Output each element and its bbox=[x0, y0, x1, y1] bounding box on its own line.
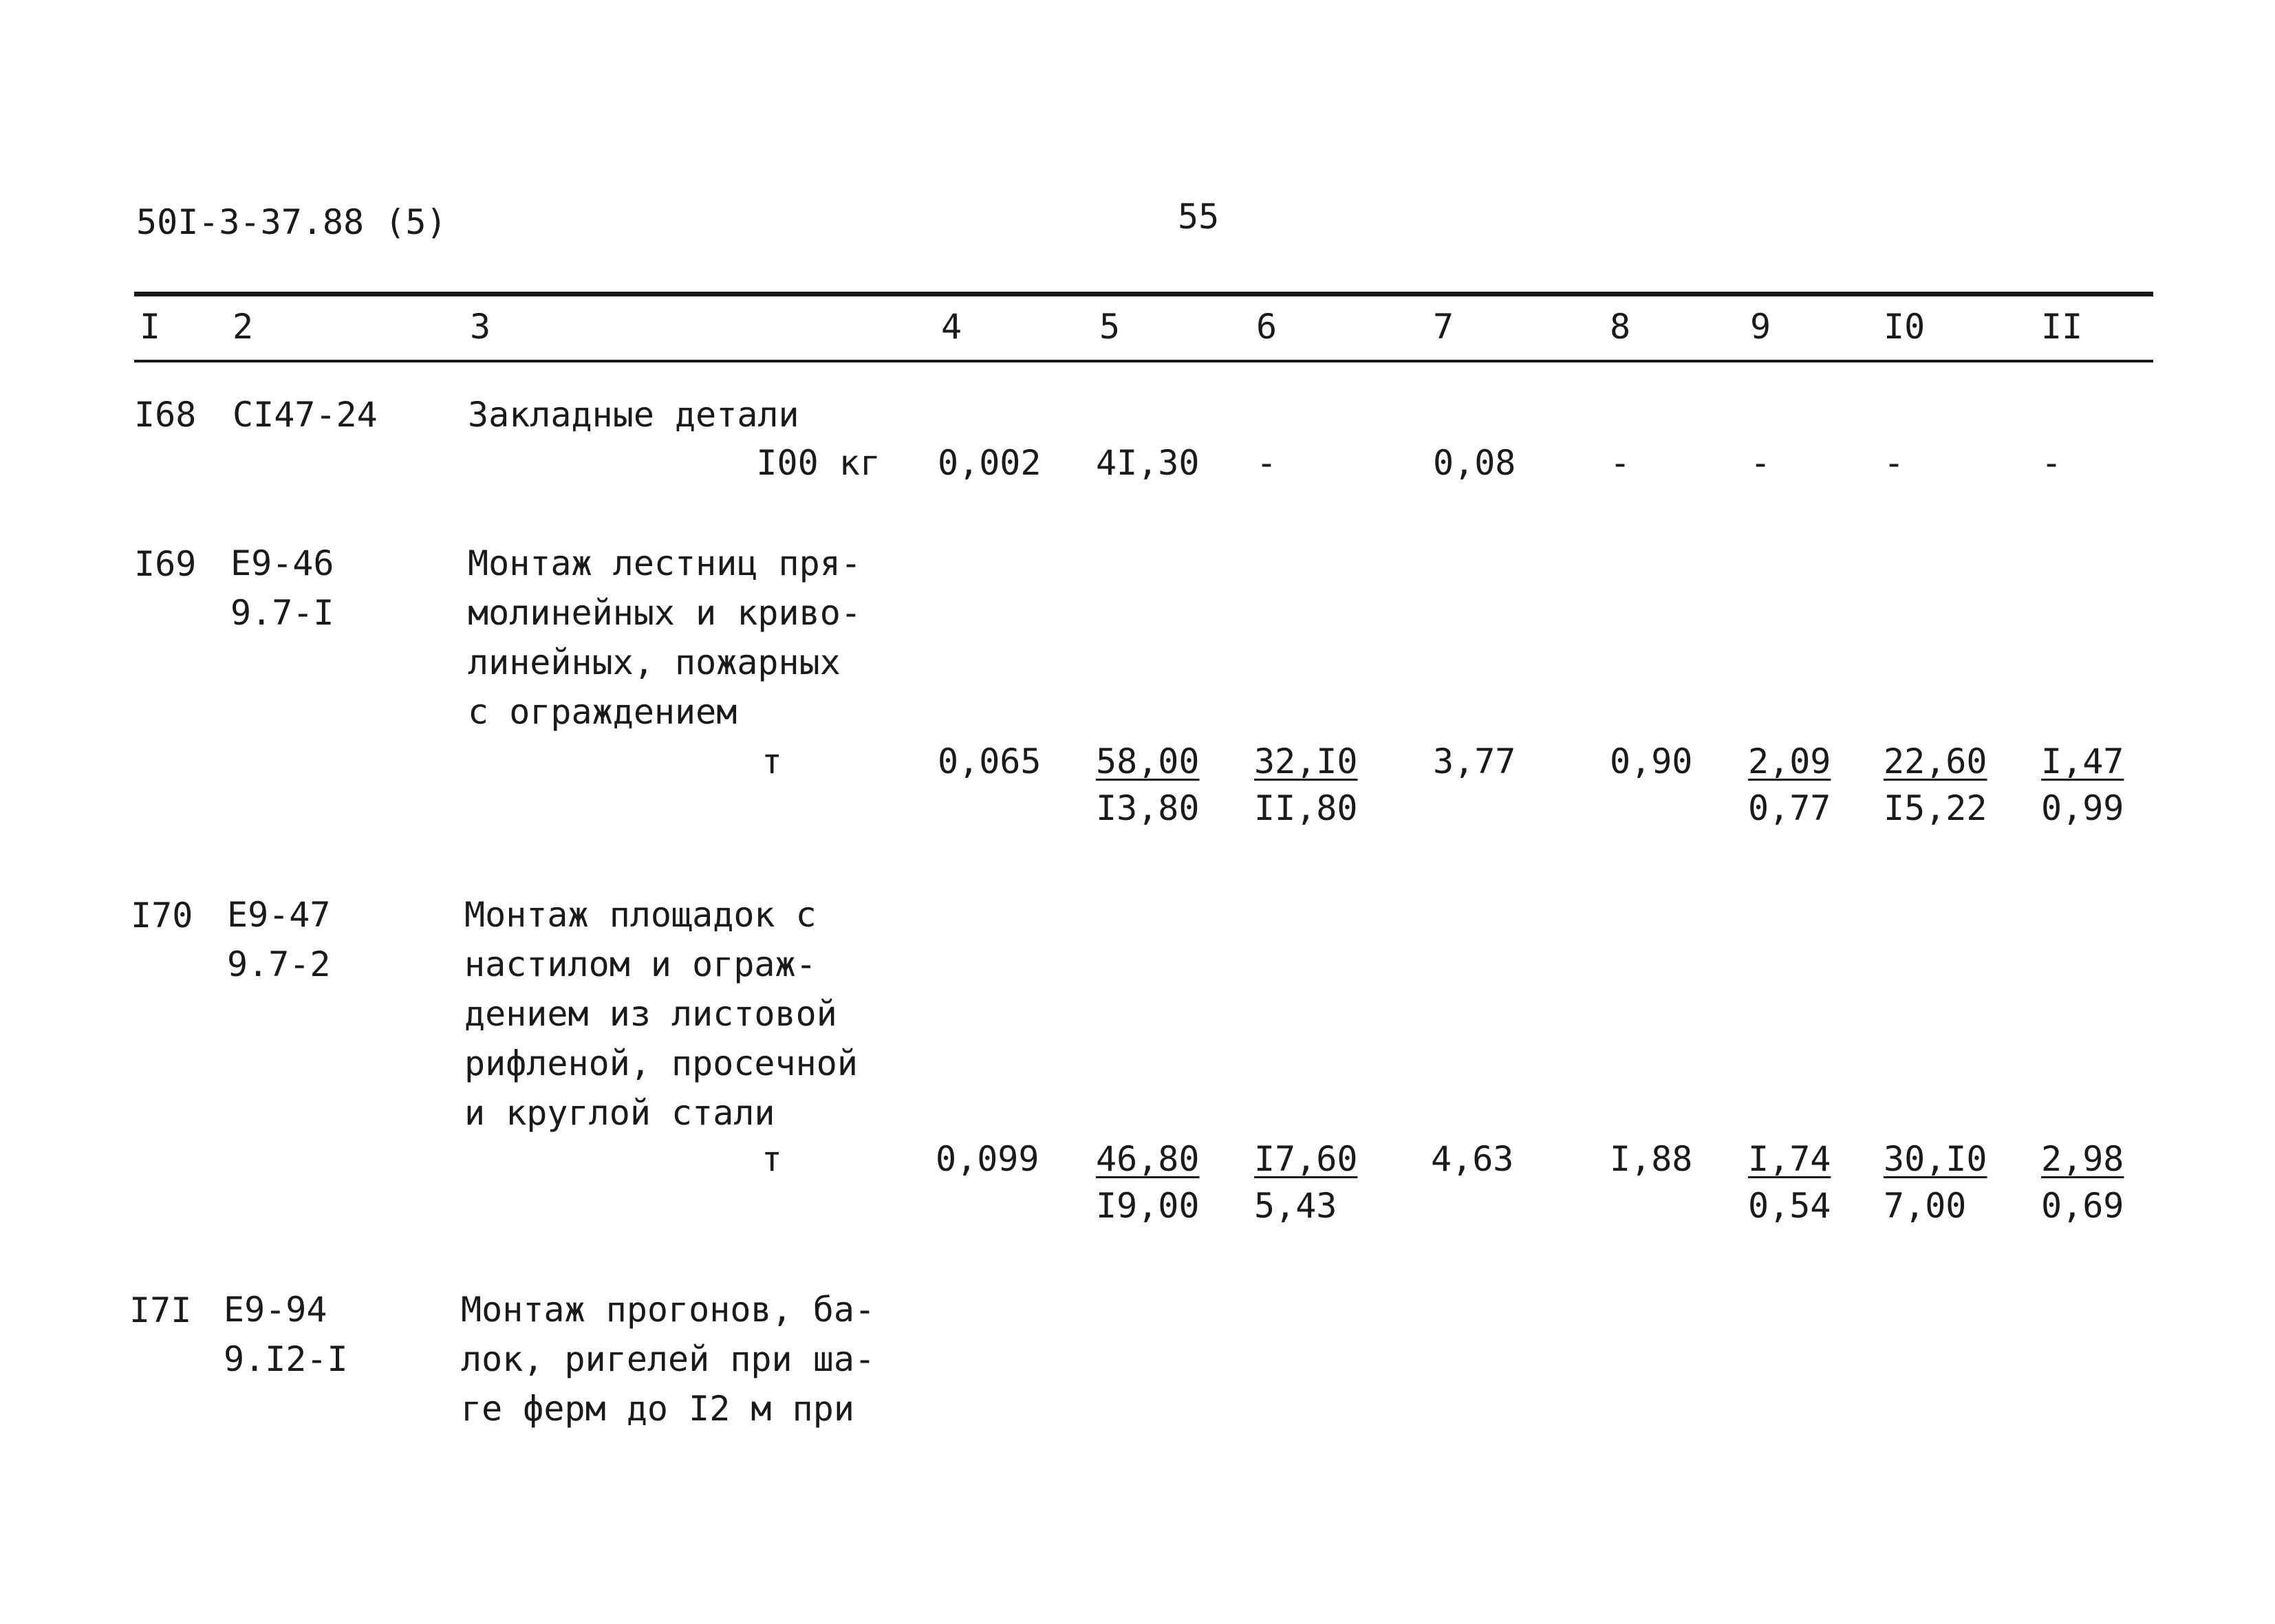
row-number: I68 bbox=[134, 395, 197, 435]
cell-col7: 3,77 bbox=[1433, 741, 1516, 781]
cell-col10: $\frac{30,I0}{7,00}$ bbox=[1884, 1139, 1987, 1226]
work-description: Монтаж прогонов, ба- лок, ригелей при ша- ге ферм до I2 м при bbox=[461, 1290, 876, 1429]
column-header: 7 bbox=[1433, 307, 1454, 347]
work-description: Монтаж площадок с настилом и ограж- дением из листовой рифленой, просечной и круглой стали bbox=[464, 895, 858, 1133]
cell-col4: 0,065 bbox=[938, 741, 1042, 781]
cell-col11: - bbox=[2041, 443, 2062, 483]
column-header: 5 bbox=[1099, 307, 1121, 347]
document-code: 50I-3-37.88 (5) bbox=[136, 202, 447, 242]
norm-code: CI47-24 bbox=[233, 395, 378, 435]
cell-col9: - bbox=[1750, 443, 1771, 483]
work-description: Монтаж лестниц пря- молинейных и криво- линейных, пожарных с ограждением bbox=[468, 543, 861, 732]
cell-col10: $\frac{22,60}{I5,22}$ bbox=[1884, 741, 1987, 828]
norm-code: E9-46 9.7-I bbox=[230, 543, 334, 633]
unit: I00 кг bbox=[756, 443, 881, 483]
row-number: I69 bbox=[134, 544, 197, 584]
cell-col7: 0,08 bbox=[1433, 443, 1516, 483]
cell-col8: 0,90 bbox=[1610, 741, 1693, 781]
cell-col9: $\frac{I,74}{0,54}$ bbox=[1748, 1139, 1831, 1226]
cell-col5: $\frac{58,00}{I3,80}$ bbox=[1096, 741, 1200, 828]
cell-col4: 0,002 bbox=[938, 443, 1042, 483]
cell-col8: - bbox=[1610, 443, 1631, 483]
column-header: 9 bbox=[1750, 307, 1771, 347]
row-number: I7I bbox=[129, 1290, 192, 1330]
cell-col5: 4I,30 bbox=[1096, 443, 1200, 483]
cell-col6: - bbox=[1256, 443, 1277, 483]
cell-col8: I,88 bbox=[1610, 1139, 1693, 1179]
column-header: 4 bbox=[941, 307, 962, 347]
cell-col6: $\frac{32,I0}{II,80}$ bbox=[1254, 741, 1358, 828]
column-header: 8 bbox=[1610, 307, 1631, 347]
table-top-rule bbox=[134, 292, 2153, 296]
cell-col7: 4,63 bbox=[1431, 1139, 1514, 1179]
cell-col11: $\frac{2,98}{0,69}$ bbox=[2041, 1139, 2124, 1226]
column-header: I bbox=[140, 307, 161, 347]
column-header: 2 bbox=[233, 307, 254, 347]
cell-col9: $\frac{2,09}{0,77}$ bbox=[1748, 741, 1831, 828]
cell-col5: $\frac{46,80}{I9,00}$ bbox=[1096, 1139, 1200, 1226]
cell-col4: 0,099 bbox=[936, 1139, 1039, 1179]
column-header: I0 bbox=[1884, 307, 1926, 347]
column-header: 3 bbox=[470, 307, 491, 347]
page-number: 55 bbox=[1178, 197, 1220, 237]
norm-code: E9-47 9.7-2 bbox=[227, 895, 331, 984]
norm-code: E9-94 9.I2-I bbox=[224, 1290, 348, 1379]
cell-col6: $\frac{I7,60}{5,43}$ bbox=[1254, 1139, 1358, 1226]
work-description: Закладные детали bbox=[468, 395, 799, 435]
cell-col10: - bbox=[1884, 443, 1905, 483]
table-header-rule bbox=[134, 360, 2153, 362]
cell-col11: $\frac{I,47}{0,99}$ bbox=[2041, 741, 2124, 828]
column-header: II bbox=[2041, 307, 2083, 347]
unit: т bbox=[761, 1139, 782, 1179]
unit: т bbox=[761, 741, 782, 781]
column-header: 6 bbox=[1256, 307, 1277, 347]
row-number: I70 bbox=[131, 896, 193, 935]
